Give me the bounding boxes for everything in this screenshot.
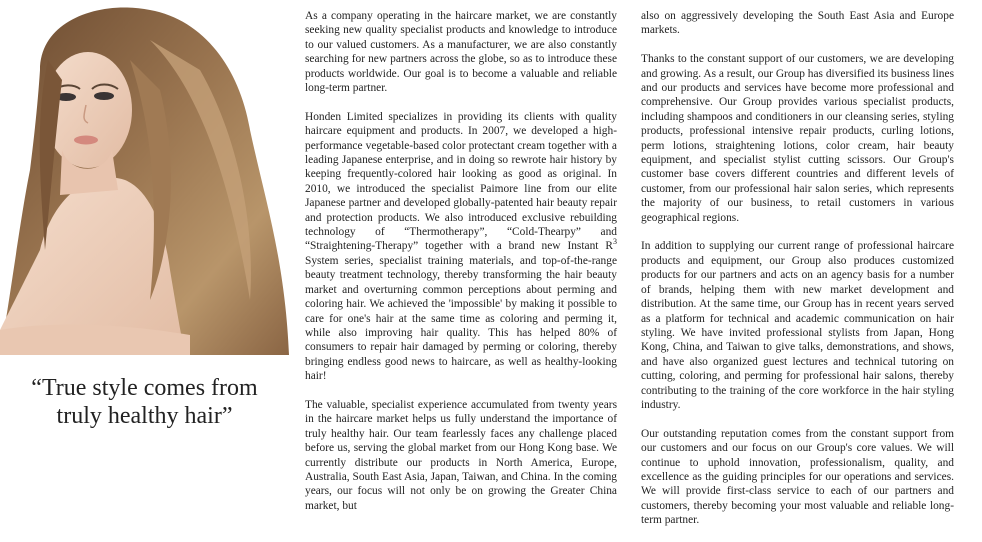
right-eye	[94, 92, 114, 100]
superscript: 3	[613, 237, 617, 247]
history-text-a: Honden Limited specializes in providing its clients with quality haircare equipment and products. In 2007, we developed a high-performance vegetable-based color protectant cream together with a leading Japanese enterprise, and in doing so rewrote hair history by keeping frequently-colored hair looking as good as original. In 2010, we introduced the specialist Paimore line from our elite Japanese partner and developed globally-patented hair beauty repair and protection products. We also introduced exclusive rebuilding technology of “Thermotherapy”, “Cold-Thearpy” and “Straightening-Therapy” together with a brand new Instant R	[305, 110, 617, 253]
text-column-right	[641, 9, 954, 542]
model-photo	[0, 0, 289, 355]
model-illustration	[0, 0, 289, 355]
quote-line-1: “True style comes from	[31, 375, 258, 401]
paragraph-experience: The valuable, specialist experience accumulated from twenty years in the haircare market helps us fully understand the importance of truly healthy hair. Our team fearlessly faces any challenge placed before us, serving the global market from our Hong Kong base. We currently distribute our products in North America, Europe, Australia, South East Asia, Japan, Taiwan, and China. In the coming years, our focus will not only be on growing the Greater China market, but	[305, 398, 617, 512]
tagline-quote	[0, 374, 289, 430]
paragraph-services: In addition to supplying our current range of professional haircare products and equipment, our Group also produces customized products for our partners and acts on an agency basis for a number of brands, helping them with new market development and distribution. At the same time, our Group has in recent years served as a platform for technical and academic communication on hair styling. We have invited professional stylists from Japan, Hong Kong, China, and Taiwan to give talks, demonstrations, and shows, and have also organized guest lectures and technical tutoring on cutting, coloring, and perming for professional hair salons, thereby contributing to the training of the core workforce in the hair styling industry.	[641, 240, 954, 411]
quote-line-2: truly healthy hair”	[56, 403, 233, 429]
paragraph-history	[305, 110, 617, 384]
lips	[74, 136, 98, 145]
paragraph-values: Our outstanding reputation comes from the constant support from our customers and our focus on our Group's core values. We will continue to uphold innovation, professionalism, quality, and excellence as the guiding principles for our operations and services. We will provide first-class service to each of our partners and customers, thereby becoming your most valuable and reliable long-term partner.	[641, 427, 954, 527]
history-text-b: System series, specialist training materials, and top-of-the-range beauty treatment technology, thereby transforming the hair beauty market and overturning common perceptions about perming and coloring hair. We achieved the 'impossible' by making it possible to care for one's hair at the same time as coloring and perming it, while also improving hair quality. This has helped 80% of consumers to repair hair damaged by perming or coloring, thereby bringing endless good news to haircare, as well as healthy-looking hair!	[305, 254, 617, 383]
paragraph-intro: As a company operating in the haircare market, we are constantly seeking new quality specialist products and knowledge to introduce to our valued customers. As a manufacturer, we are also constantly searching for new partners across the globe, so as to introduce these products worldwide. Our goal is to become a valuable and reliable long-term partner.	[305, 10, 617, 95]
paragraph-growth: Thanks to the constant support of our customers, we are developing and growing. As a result, our Group has diversified its business lines and our products and services have become more professional and comprehensive. Our Group provides various specialist products, including shampoos and conditioners in our cleansing series, styling products, professional intensive repair products, curling lotions, perm lotions, straightening lotions, color cream, hair beauty equipment, and specialist stylist cutting scissors. Our Group's customer base covers different countries and different levels of customer, from our professional hair salon series, which represents the majority of our business, to retail customers in various geographical regions.	[641, 53, 954, 224]
paragraph-markets: also on aggressively developing the South East Asia and Europe markets.	[641, 10, 954, 37]
text-column-left	[305, 9, 617, 528]
